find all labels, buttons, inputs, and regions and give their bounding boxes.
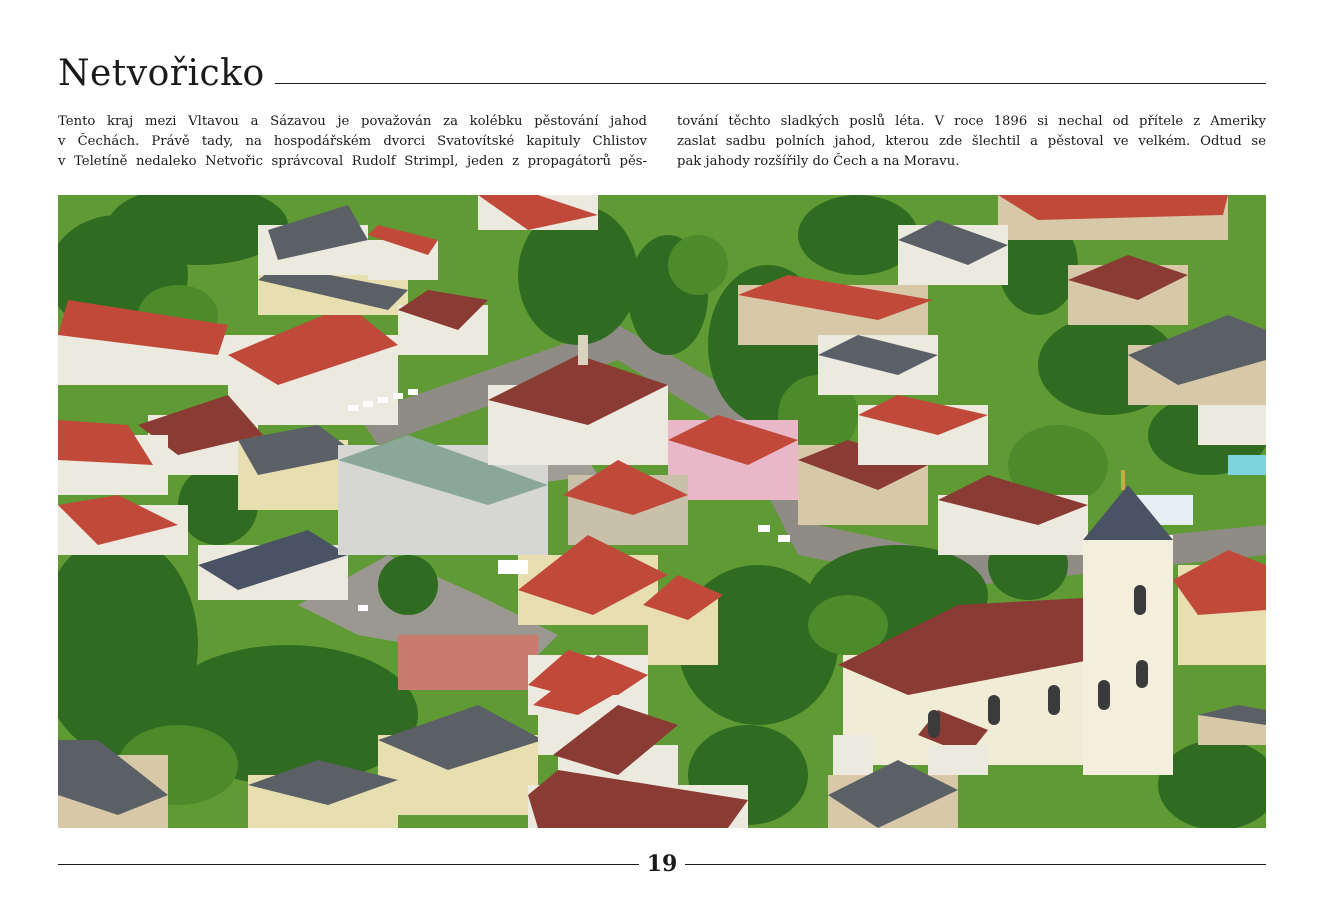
intro-column-left (58, 112, 647, 172)
intro-line: zaslat sadbu polních jahod, kterou zde šlechtil a pěstoval ve velkém. Odtud se (677, 134, 1266, 149)
intro-line: v Čechách. Právě tady, na hospodářském dvorci Svatovítské kapituly Chlistov (58, 134, 647, 149)
aerial-photo-illustration (58, 195, 1266, 828)
intro-line: tování těchto sladkých poslů léta. V roce 1896 si nechal od přítele z Ameriky (677, 114, 1266, 129)
intro-column-right (677, 112, 1266, 172)
footer-rule-left (58, 864, 639, 865)
page-footer (58, 850, 1266, 878)
aerial-village-photo (58, 195, 1266, 828)
title-row (58, 46, 1266, 96)
intro-line: Tento kraj mezi Vltavou a Sázavou je považován za kolébku pěstování jahod (58, 114, 647, 129)
title-rule (275, 83, 1266, 84)
page-title: Netvořicko (58, 53, 265, 94)
intro-line: pak jahody rozšířily do Čech a na Moravu. (677, 154, 960, 169)
intro-text (58, 112, 1266, 172)
page-number: 19 (646, 851, 678, 877)
footer-rule-right (685, 864, 1266, 865)
intro-line: v Teletíně nedaleko Netvořic správcoval Rudolf Strimpl, jeden z propagátorů pěs- (58, 154, 647, 169)
